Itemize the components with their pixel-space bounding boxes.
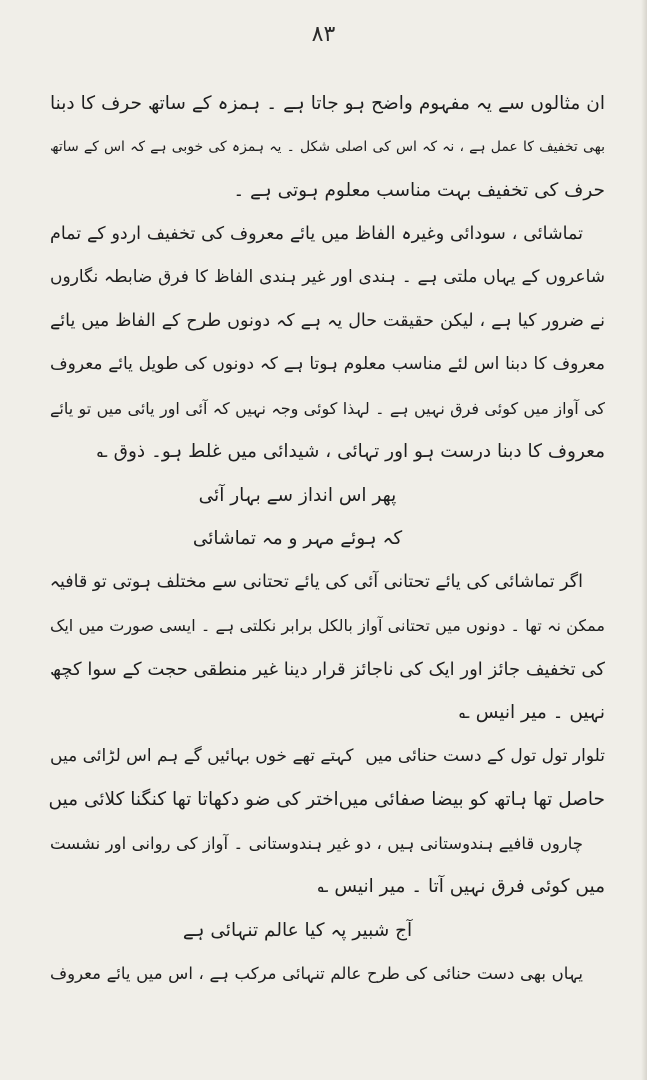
text-line-9: معروف کا دبنا درست ہو اور تہائی ، شیدائی میں غلط ہو۔ ذوق ؎ xyxy=(96,441,605,462)
couplet-1-second-misra: کہتے تھے خوں بہائیں گے ہم اس لڑائی میں xyxy=(50,745,354,766)
text-line-16: یہاں بھی دست حنائی کی طرح عالم تنہائی مرکب ہے ، اس میں یائے معروف xyxy=(50,964,583,983)
text-line-1: ان مثالوں سے یہ مفہوم واضح ہو جاتا ہے ۔ ہمزہ کے ساتھ حرف کا دبنا xyxy=(50,93,605,114)
couplet-2-second-misra: اختر کی ضو دکھاتا تھا کنگنا کلائی میں xyxy=(48,789,339,810)
text-line-8: کی آواز میں کوئی فرق نہیں ہے ۔ لہذا کوئی وجہ نہیں کہ آئی اور یائی میں تو یائے xyxy=(50,398,605,418)
text-line-6: نے ضرور کیا ہے ، لیکن حقیقت حال یہ ہے کہ دونوں طرح کے الفاظ میں یائے xyxy=(50,310,605,331)
text-line-14: چاروں قافیے ہندوستانی ہیں ، دو غیر ہندوستانی ۔ آواز کی روانی اور نشست xyxy=(50,833,583,853)
verse-line-1: پھر اس انداز سے بہار آئی xyxy=(198,484,397,506)
text-line-5: شاعروں کے یہاں ملتی ہے ۔ ہندی اور غیر ہندی الفاظ کا فرق ضابطہ نگاروں xyxy=(50,267,605,287)
text-line-15: میں کوئی فرق نہیں آتا ۔ میر انیس ؎ xyxy=(317,876,605,897)
text-line-3: حرف کی تخفیف بہت مناسب معلوم ہوتی ہے ۔ xyxy=(233,180,605,201)
text-line-12: کی تخفیف جائز اور ایک کی ناجائز قرار دینا غیر منطقی حجت کے سوا کچھ xyxy=(50,658,605,680)
verse-line-3: آج شبیر پہ کیا عالم تنہائی ہے xyxy=(182,919,413,941)
text-line-10: اگر تماشائی کی یائے تحتانی آئی کی یائے تحتانی سے مختلف ہوتی تو قافیہ xyxy=(49,571,583,592)
page-edge xyxy=(641,0,647,1080)
body-text xyxy=(50,82,605,996)
text-line-13: نہیں ۔ میر انیس ؎ xyxy=(458,702,605,723)
couplet-1-first-misra: تلوار تول تول کے دست حنائی میں xyxy=(365,745,605,766)
text-line-11: ممکن نہ تھا ۔ دونوں میں تحتانی آواز بالکل برابر نکلتی ہے ۔ ایسی صورت میں ایک xyxy=(50,616,605,635)
couplet-1 xyxy=(50,735,605,779)
page-number: ۸۳ xyxy=(311,22,336,47)
text-line-2: بھی تخفیف کا عمل ہے ، نہ کہ اس کی اصلی شکل ۔ یہ ہمزہ کی خوبی ہے کہ اس کے ساتھ xyxy=(50,138,605,155)
couplet-2-first-misra: حاصل تھا ہاتھ کو بیضا صفائی میں xyxy=(338,789,605,810)
text-line-7: معروف کا دبنا اس لئے مناسب معلوم ہوتا ہے کہ دونوں کی طویل یائے معروف xyxy=(50,354,605,374)
couplet-2 xyxy=(50,778,605,822)
text-line-4: تماشائی ، سودائی وغیرہ الفاظ میں یائے معروف کی تخفیف اردو کے تمام xyxy=(50,223,583,244)
verse-line-2: کہ ہوئے مہر و مہ تماشائی xyxy=(192,528,403,549)
